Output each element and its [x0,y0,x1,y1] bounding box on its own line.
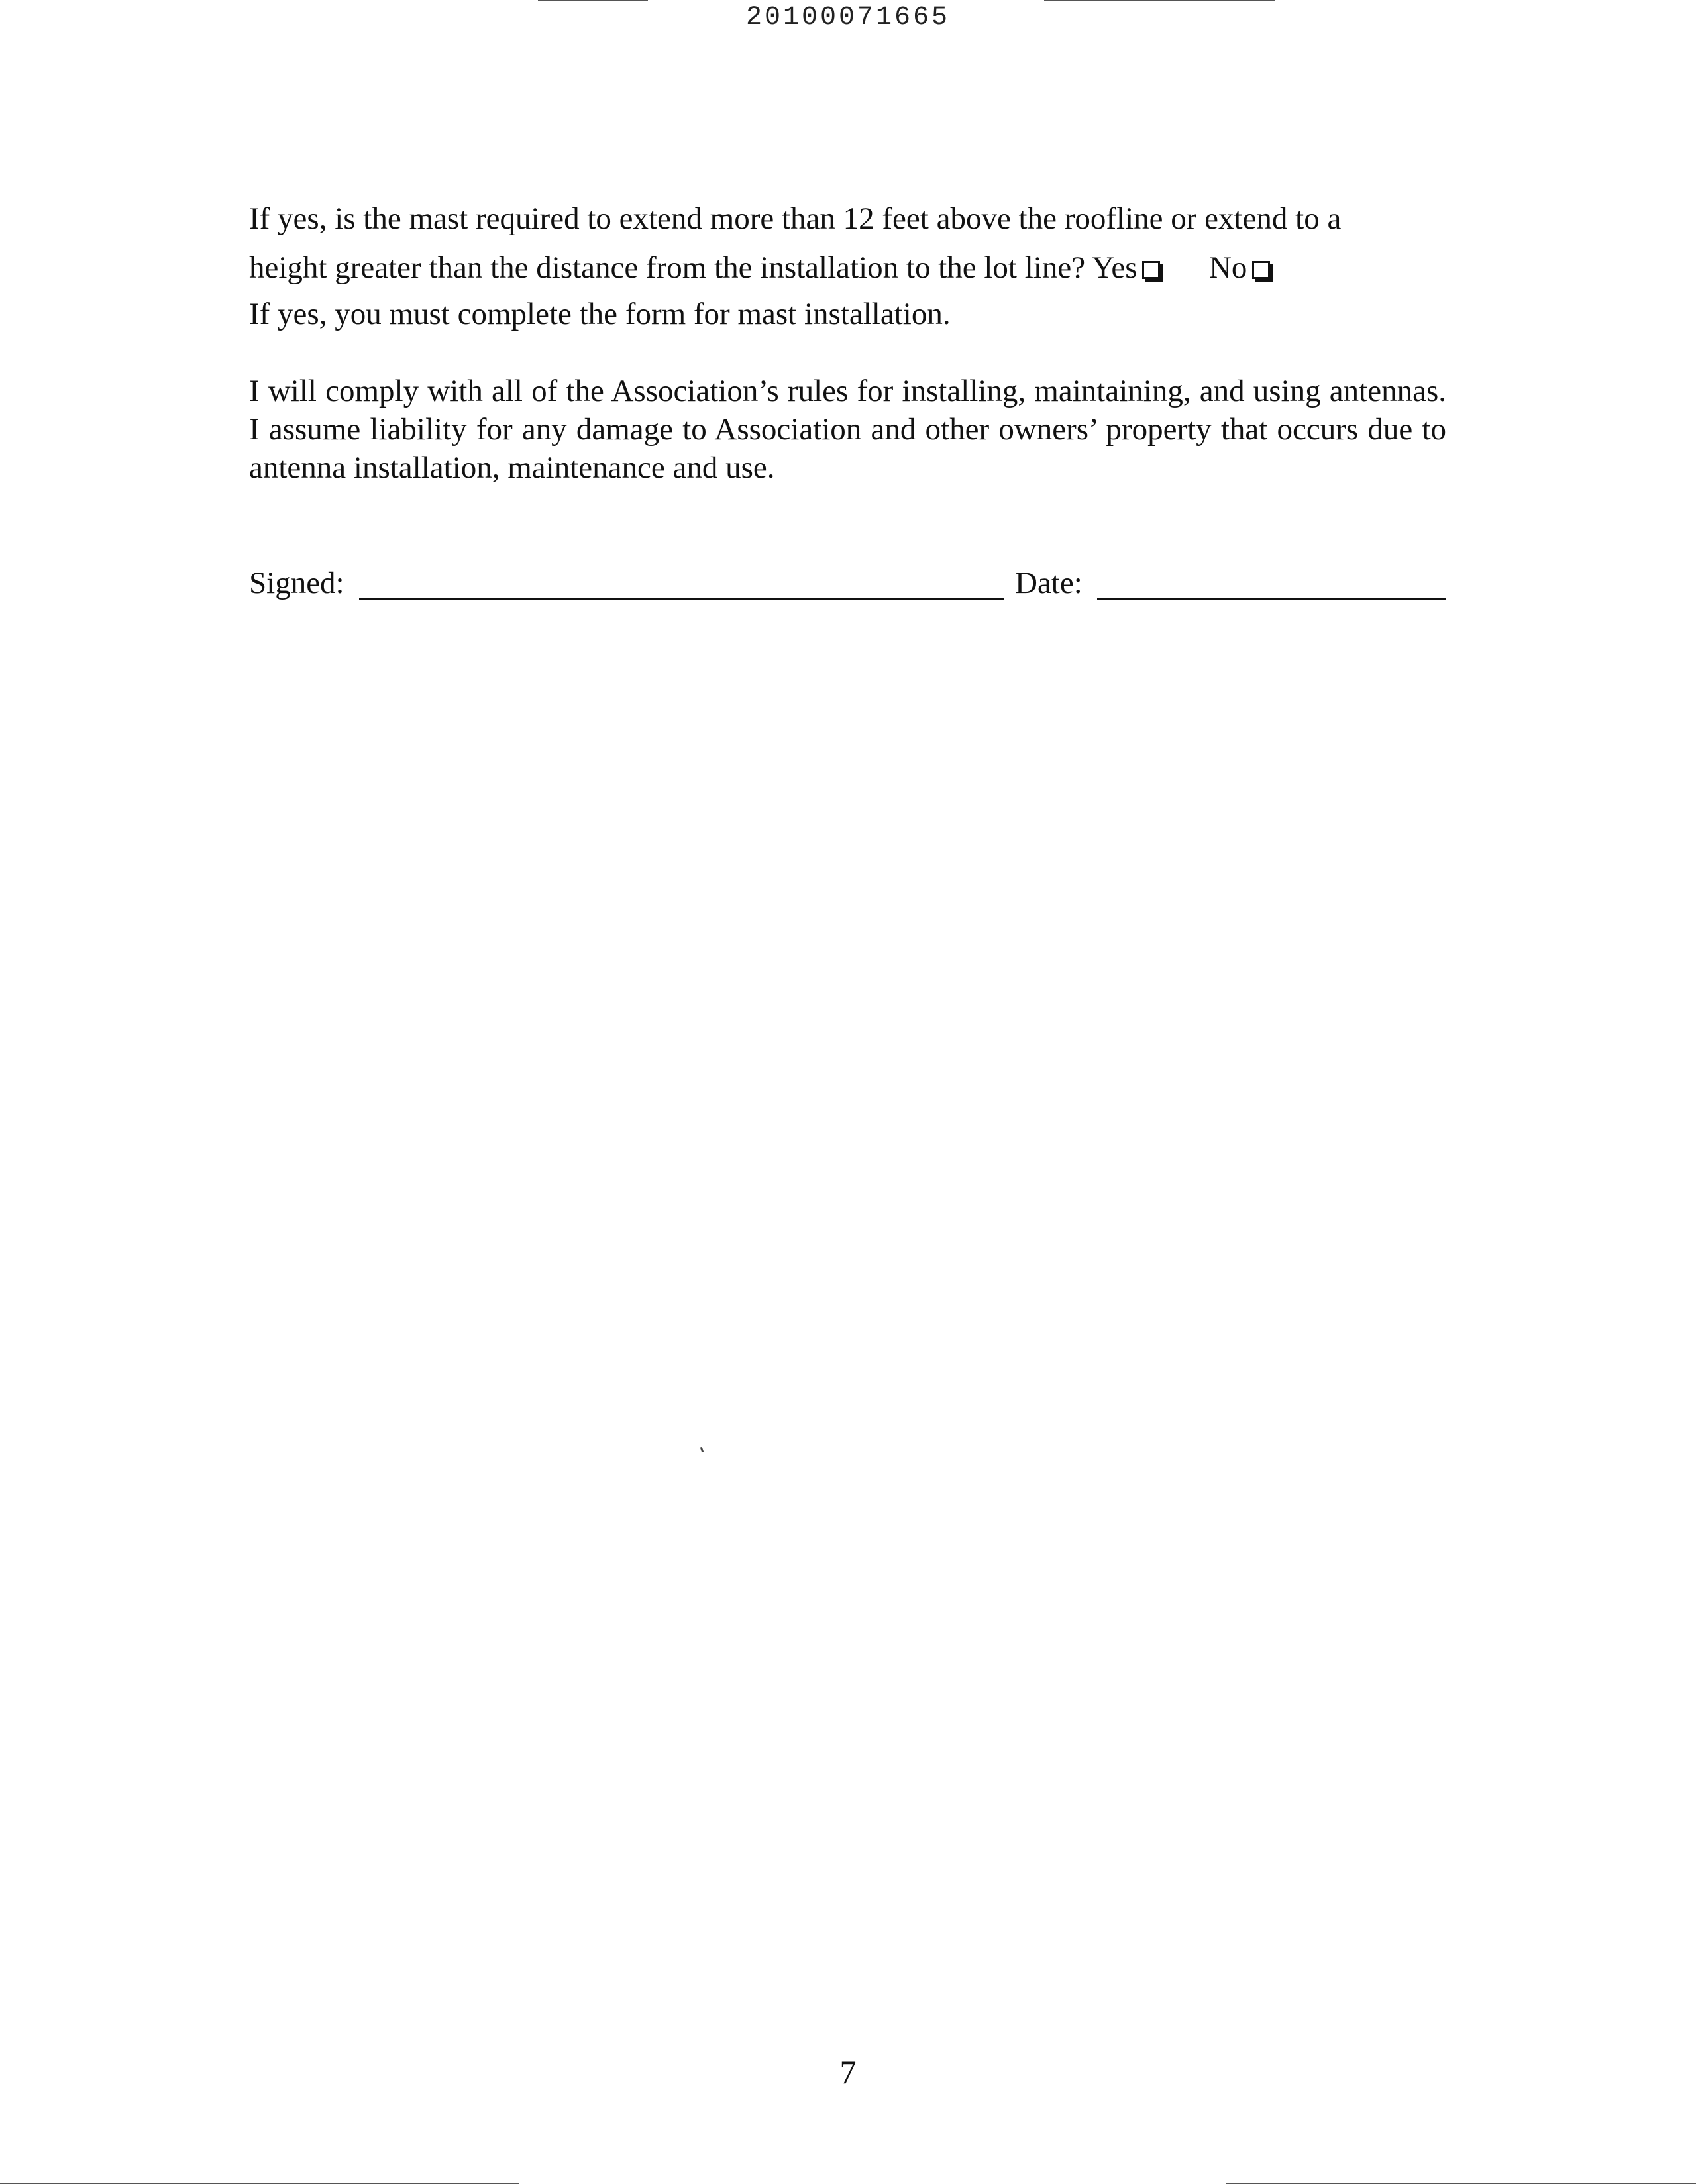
yes-checkbox[interactable] [1142,261,1160,279]
signed-label: Signed: [249,566,344,600]
date-line[interactable] [1097,598,1446,600]
mast-question-line-1 [249,200,1341,237]
no-option[interactable] [1209,250,1277,285]
compliance-statement: I will comply with all of the Association’s rules for installing, maintaining, and using antennas. I assume liability for any damage to Association and other owners’ property that occurs due to antenna installation, maintenance and use. [249,374,1446,485]
signature-line[interactable] [359,598,1004,600]
no-label: No [1208,250,1247,285]
signature-row [249,565,1446,606]
mast-instruction: If yes, you must complete the form for mast installation. [249,297,951,331]
scan-speck [700,1447,704,1453]
top-rule-right [1044,0,1275,1]
mast-question-text-2: height greater than the distance from the installation to the lot line? [249,250,1086,285]
no-checkbox[interactable] [1252,261,1270,279]
page-number: 7 [839,2053,857,2091]
date-label: Date: [1015,566,1083,600]
yes-label: Yes [1092,250,1138,285]
document-number: 20100071665 [745,3,951,32]
mast-question-line-2 [249,249,1277,286]
mast-question-text-1: If yes, is the mast required to extend more than 12 feet above the roofline or extend to a [249,201,1342,236]
top-rule-left [538,0,648,1]
yes-option[interactable] [1092,250,1175,285]
